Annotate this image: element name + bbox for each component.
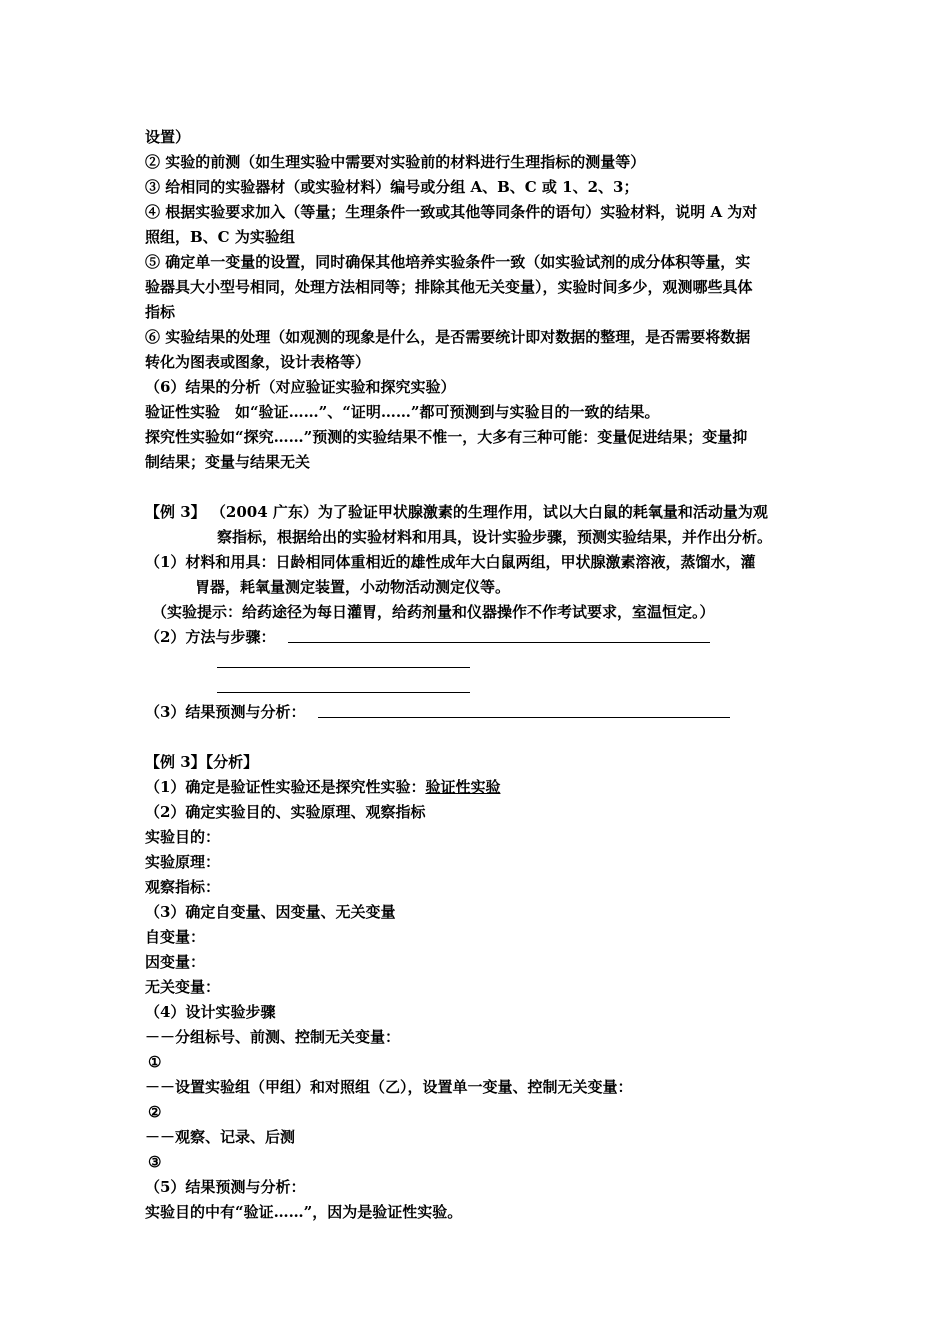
text-line: （3）确定自变量、因变量、无关变量 (145, 903, 396, 921)
text-line: 察指标，根据给出的实验材料和用具，设计实验步骤，预测实验结果，并作出分析。 (217, 528, 773, 546)
text-line: ④ 根据实验要求加入（等量；生理条件一致或其他等同条件的语句）实验材料，说明 A 为对 (145, 203, 758, 221)
text-line: 照组，B、C 为实验组 (145, 228, 295, 246)
text-line: ③ 给相同的实验器材（或实验材料）编号或分组 A、B、C 或 1、2、3； (145, 178, 639, 196)
section-heading: （6）结果的分析（对应验证实验和探究实验） (145, 378, 456, 396)
text-line: ⑤ 确定单一变量的设置，同时确保其他培养实验条件一致（如实验试剂的成分体积等量，实 (145, 253, 751, 271)
text-line: ① (148, 1053, 162, 1071)
text-line: （1）材料和用具：日龄相同体重相近的雄性成年大白鼠两组，甲状腺激素溶液，蒸馏水，灌 (145, 553, 756, 571)
analysis-title: 【例 3】【分析】 (145, 753, 259, 771)
text-line: 探究性实验如“探究……”预测的实验结果不惟一，大多有三种可能：变量促进结果；变量抑 (145, 428, 748, 446)
text-line: （3）结果预测与分析： (145, 703, 306, 721)
text-line: ⑥ 实验结果的处理（如观测的现象是什么，是否需要统计即对数据的整理，是否需要将数据 (145, 328, 751, 346)
text-line: ② 实验的前测（如生理实验中需要对实验前的材料进行生理指标的测量等） (145, 153, 646, 171)
answer-blank (288, 642, 710, 643)
text-line: 观察指标： (145, 878, 221, 896)
text-line: 制结果；变量与结果无关 (145, 453, 311, 471)
answer-underlined: 验证性实验 (425, 778, 501, 796)
answer-blank (217, 692, 470, 693)
answer-blank (217, 667, 470, 668)
example-title: 【例 3】 （2004 广东）为了验证甲状腺激素的生理作用，试以大白鼠的耗氧量和活动量为观 (145, 503, 768, 521)
text-line (145, 777, 500, 797)
text-line: （实验提示：给药途径为每日灌胃，给药剂量和仪器操作不作考试要求，室温恒定。） (152, 603, 715, 621)
text-line: 无关变量： (145, 978, 221, 996)
text-line: （2）方法与步骤： (145, 628, 276, 646)
text-line: ③ (148, 1153, 162, 1171)
text-line: （2）确定实验目的、实验原理、观察指标 (145, 803, 426, 821)
question-label: （1）确定是验证性实验还是探究性实验： (145, 778, 426, 796)
text-line: －－设置实验组（甲组）和对照组（乙），设置单一变量、控制无关变量： (145, 1078, 633, 1096)
text-line: （4）设计实验步骤 (145, 1003, 276, 1021)
text-line: －－分组标号、前测、控制无关变量： (145, 1028, 401, 1046)
text-line: 实验目的中有“验证……”，因为是验证性实验。 (145, 1203, 463, 1221)
answer-blank (318, 717, 730, 718)
text-line: 验证性实验 如“验证……”、“证明……”都可预测到与实验目的一致的结果。 (145, 403, 660, 421)
text-line: （5）结果预测与分析： (145, 1178, 306, 1196)
text-line: 自变量： (145, 928, 206, 946)
text-line: 设置） (145, 128, 191, 146)
text-line: 指标 (145, 303, 176, 321)
text-line: ② (148, 1103, 162, 1121)
text-line: －－观察、记录、后测 (145, 1128, 296, 1146)
text-line: 胃器，耗氧量测定装置，小动物活动测定仪等。 (195, 578, 511, 596)
text-line: 因变量： (145, 953, 206, 971)
text-line: 验器具大小型号相同，处理方法相同等；排除其他无关变量），实验时间多少，观测哪些具体 (145, 278, 753, 296)
text-line: 实验原理： (145, 853, 221, 871)
text-line: 转化为图表或图象，设计表格等） (145, 353, 371, 371)
text-line: 实验目的： (145, 828, 221, 846)
